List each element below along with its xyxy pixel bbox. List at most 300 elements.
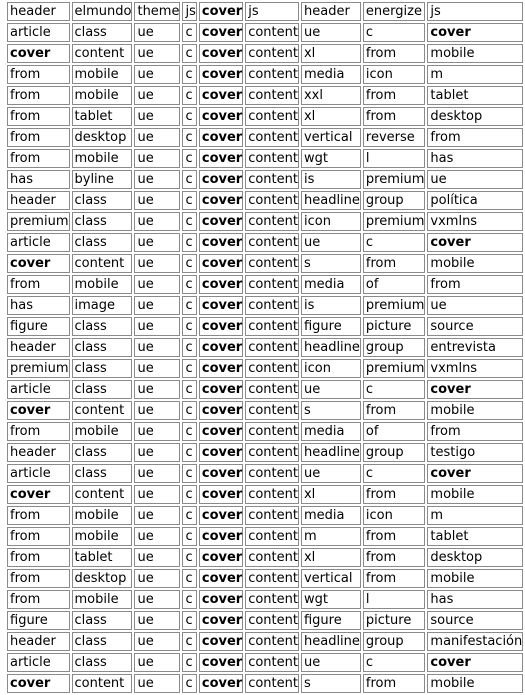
table-cell: ue: [134, 275, 180, 294]
table-cell: has: [427, 590, 523, 609]
table-cell: vertical: [301, 128, 361, 147]
table-cell: ue: [134, 422, 180, 441]
table-cell: picture: [363, 611, 426, 630]
table-cell: from: [7, 527, 70, 546]
table-cell: ue: [134, 128, 180, 147]
table-cell: header: [7, 632, 70, 651]
table-cell: premium: [7, 359, 70, 378]
table-cell: c: [182, 422, 196, 441]
table-cell: c: [182, 44, 196, 63]
table-cell: from: [7, 548, 70, 567]
table-row: [7, 170, 523, 189]
table-cell: mobile: [72, 65, 133, 84]
table-cell: cover: [199, 338, 243, 357]
table-cell: from: [7, 149, 70, 168]
table-cell: c: [182, 170, 196, 189]
table-cell: ue: [134, 569, 180, 588]
table-cell: ue: [134, 359, 180, 378]
table-cell: from: [7, 86, 70, 105]
table-cell: ue: [134, 65, 180, 84]
table-cell: tablet: [427, 86, 523, 105]
table-cell: content: [72, 44, 133, 63]
table-cell: from: [363, 569, 426, 588]
table-row: [7, 191, 523, 210]
table-cell: m: [427, 506, 523, 525]
table-row: [7, 443, 523, 462]
table-cell: m: [427, 65, 523, 84]
table-cell: tablet: [72, 107, 133, 126]
table-cell: cover: [427, 23, 523, 42]
table-cell: cover: [199, 611, 243, 630]
table-cell: xxl: [301, 86, 361, 105]
table-cell: of: [363, 275, 426, 294]
table-cell: class: [72, 632, 133, 651]
table-cell: premium: [7, 212, 70, 231]
table-cell: ue: [134, 401, 180, 420]
table-cell: headline: [301, 632, 361, 651]
table-cell: tablet: [427, 527, 523, 546]
word-grid-table: [5, 0, 525, 695]
table-cell: cover: [199, 317, 243, 336]
table-cell: cover: [199, 674, 243, 693]
table-cell: c: [182, 674, 196, 693]
table-cell: cover: [199, 296, 243, 315]
table-cell: from: [363, 485, 426, 504]
table-cell: c: [182, 275, 196, 294]
table-cell: ue: [134, 212, 180, 231]
table-cell: xl: [301, 485, 361, 504]
table-cell: testigo: [427, 443, 523, 462]
table-cell: theme: [134, 2, 180, 21]
table-cell: class: [72, 338, 133, 357]
table-cell: of: [363, 422, 426, 441]
table-cell: c: [182, 653, 196, 672]
table-cell: content: [245, 212, 299, 231]
table-cell: c: [363, 233, 426, 252]
table-row: [7, 632, 523, 651]
table-cell: content: [245, 464, 299, 483]
table-cell: c: [182, 65, 196, 84]
table-cell: ue: [134, 548, 180, 567]
table-cell: wgt: [301, 590, 361, 609]
table-cell: content: [245, 443, 299, 462]
table-cell: class: [72, 191, 133, 210]
table-cell: content: [245, 401, 299, 420]
table-cell: reverse: [363, 128, 426, 147]
table-cell: mobile: [427, 401, 523, 420]
table-cell: is: [301, 170, 361, 189]
table-cell: cover: [199, 443, 243, 462]
table-cell: elmundo: [72, 2, 133, 21]
table-cell: class: [72, 23, 133, 42]
table-cell: media: [301, 422, 361, 441]
table-cell: content: [245, 128, 299, 147]
table-cell: has: [7, 296, 70, 315]
table-cell: cover: [199, 548, 243, 567]
table-cell: c: [182, 590, 196, 609]
table-cell: from: [7, 422, 70, 441]
table-cell: cover: [199, 212, 243, 231]
table-cell: mobile: [72, 527, 133, 546]
table-cell: content: [245, 296, 299, 315]
table-cell: class: [72, 443, 133, 462]
table-cell: c: [182, 107, 196, 126]
table-cell: xl: [301, 548, 361, 567]
table-cell: vertical: [301, 569, 361, 588]
table-cell: c: [182, 296, 196, 315]
table-cell: from: [427, 422, 523, 441]
table-cell: c: [182, 548, 196, 567]
table-cell: content: [245, 338, 299, 357]
table-cell: has: [7, 170, 70, 189]
table-cell: ue: [134, 485, 180, 504]
table-row: [7, 23, 523, 42]
table-cell: content: [245, 65, 299, 84]
table-cell: group: [363, 338, 426, 357]
table-cell: media: [301, 65, 361, 84]
table-cell: media: [301, 275, 361, 294]
table-cell: content: [245, 632, 299, 651]
table-row: [7, 233, 523, 252]
table-cell: desktop: [72, 569, 133, 588]
table-cell: mobile: [72, 86, 133, 105]
table-cell: c: [182, 611, 196, 630]
table-cell: s: [301, 401, 361, 420]
table-cell: content: [245, 44, 299, 63]
table-cell: xl: [301, 107, 361, 126]
table-cell: header: [7, 443, 70, 462]
table-cell: c: [182, 86, 196, 105]
table-cell: cover: [199, 401, 243, 420]
table-cell: content: [245, 359, 299, 378]
table-row: [7, 359, 523, 378]
table-cell: ue: [134, 590, 180, 609]
table-cell: xl: [301, 44, 361, 63]
table-cell: c: [182, 191, 196, 210]
table-cell: from: [363, 527, 426, 546]
table-cell: tablet: [72, 548, 133, 567]
table-row: [7, 338, 523, 357]
table-cell: ue: [134, 44, 180, 63]
table-cell: has: [427, 149, 523, 168]
table-cell: c: [363, 653, 426, 672]
table-cell: s: [301, 674, 361, 693]
table-cell: ue: [134, 149, 180, 168]
table-cell: premium: [363, 359, 426, 378]
table-cell: entrevista: [427, 338, 523, 357]
table-cell: ue: [134, 653, 180, 672]
table-cell: class: [72, 212, 133, 231]
table-cell: class: [72, 464, 133, 483]
table-cell: l: [363, 149, 426, 168]
table-cell: from: [363, 107, 426, 126]
table-cell: figure: [7, 611, 70, 630]
table-cell: class: [72, 380, 133, 399]
table-cell: content: [72, 401, 133, 420]
table-cell: from: [7, 107, 70, 126]
table-cell: cover: [7, 674, 70, 693]
table-cell: c: [182, 380, 196, 399]
table-cell: class: [72, 233, 133, 252]
table-cell: cover: [7, 44, 70, 63]
table-cell: ue: [134, 170, 180, 189]
table-cell: headline: [301, 443, 361, 462]
table-cell: desktop: [427, 548, 523, 567]
table-cell: cover: [199, 23, 243, 42]
table-cell: content: [245, 506, 299, 525]
table-cell: cover: [199, 653, 243, 672]
table-row: [7, 485, 523, 504]
table-cell: article: [7, 380, 70, 399]
table-cell: ue: [134, 443, 180, 462]
table-cell: s: [301, 254, 361, 273]
table-cell: ue: [134, 632, 180, 651]
table-cell: ue: [301, 464, 361, 483]
table-cell: from: [7, 128, 70, 147]
table-cell: energize: [363, 2, 426, 21]
table-cell: from: [363, 86, 426, 105]
table-cell: ue: [134, 23, 180, 42]
table-row: [7, 275, 523, 294]
table-cell: group: [363, 191, 426, 210]
table-cell: js: [427, 2, 523, 21]
table-cell: content: [72, 674, 133, 693]
table-cell: ue: [134, 254, 180, 273]
table-cell: figure: [7, 317, 70, 336]
table-cell: c: [182, 443, 196, 462]
table-cell: c: [363, 380, 426, 399]
table-row: [7, 65, 523, 84]
table-cell: from: [7, 569, 70, 588]
table-cell: ue: [134, 317, 180, 336]
table-cell: byline: [72, 170, 133, 189]
table-cell: figure: [301, 317, 361, 336]
table-cell: premium: [363, 170, 426, 189]
table-cell: cover: [199, 275, 243, 294]
table-cell: picture: [363, 317, 426, 336]
table-cell: mobile: [72, 422, 133, 441]
word-grid-body: [7, 2, 523, 693]
table-cell: from: [363, 548, 426, 567]
table-cell: headline: [301, 338, 361, 357]
table-cell: js: [182, 2, 196, 21]
table-cell: content: [245, 170, 299, 189]
table-cell: content: [245, 611, 299, 630]
table-cell: manifestación: [427, 632, 523, 651]
table-cell: content: [245, 23, 299, 42]
table-row: [7, 149, 523, 168]
table-cell: vxmlns: [427, 212, 523, 231]
table-cell: c: [182, 569, 196, 588]
table-cell: content: [245, 674, 299, 693]
table-cell: article: [7, 233, 70, 252]
table-cell: cover: [199, 107, 243, 126]
table-cell: mobile: [427, 485, 523, 504]
table-cell: source: [427, 611, 523, 630]
table-cell: is: [301, 296, 361, 315]
table-cell: ue: [134, 464, 180, 483]
table-cell: source: [427, 317, 523, 336]
table-cell: ue: [301, 23, 361, 42]
table-cell: desktop: [72, 128, 133, 147]
table-cell: cover: [427, 380, 523, 399]
table-cell: ue: [427, 296, 523, 315]
table-row: [7, 128, 523, 147]
table-cell: figure: [301, 611, 361, 630]
table-cell: content: [245, 569, 299, 588]
table-cell: cover: [199, 359, 243, 378]
table-cell: ue: [134, 611, 180, 630]
table-cell: cover: [7, 401, 70, 420]
table-cell: mobile: [72, 149, 133, 168]
table-row: [7, 2, 523, 21]
table-cell: image: [72, 296, 133, 315]
table-cell: content: [245, 653, 299, 672]
table-cell: cover: [199, 191, 243, 210]
table-cell: article: [7, 653, 70, 672]
table-cell: c: [363, 464, 426, 483]
table-cell: ue: [134, 233, 180, 252]
table-cell: from: [427, 128, 523, 147]
table-cell: content: [245, 317, 299, 336]
table-cell: c: [182, 401, 196, 420]
table-cell: class: [72, 611, 133, 630]
table-cell: content: [245, 275, 299, 294]
table-cell: cover: [199, 632, 243, 651]
table-cell: content: [245, 380, 299, 399]
table-cell: c: [363, 23, 426, 42]
table-cell: header: [301, 2, 361, 21]
table-cell: group: [363, 443, 426, 462]
table-row: [7, 569, 523, 588]
table-cell: cover: [199, 44, 243, 63]
table-cell: content: [245, 233, 299, 252]
table-cell: mobile: [427, 254, 523, 273]
table-cell: js: [245, 2, 299, 21]
table-cell: c: [182, 23, 196, 42]
table-cell: content: [72, 254, 133, 273]
table-cell: ue: [134, 338, 180, 357]
table-cell: ue: [134, 506, 180, 525]
table-cell: from: [7, 275, 70, 294]
table-cell: from: [7, 65, 70, 84]
table-cell: class: [72, 653, 133, 672]
table-cell: cover: [427, 653, 523, 672]
table-cell: mobile: [427, 44, 523, 63]
table-cell: content: [245, 422, 299, 441]
table-cell: c: [182, 128, 196, 147]
table-cell: content: [245, 86, 299, 105]
table-cell: icon: [363, 506, 426, 525]
table-cell: from: [7, 590, 70, 609]
table-cell: icon: [363, 65, 426, 84]
table-cell: premium: [363, 212, 426, 231]
table-row: [7, 44, 523, 63]
table-row: [7, 548, 523, 567]
table-cell: c: [182, 485, 196, 504]
table-cell: content: [72, 485, 133, 504]
table-row: [7, 380, 523, 399]
table-cell: cover: [199, 380, 243, 399]
table-cell: c: [182, 212, 196, 231]
table-row: [7, 317, 523, 336]
table-cell: cover: [199, 527, 243, 546]
table-cell: c: [182, 233, 196, 252]
table-cell: desktop: [427, 107, 523, 126]
table-row: [7, 107, 523, 126]
table-cell: content: [245, 149, 299, 168]
table-cell: c: [182, 359, 196, 378]
table-cell: ue: [134, 296, 180, 315]
table-cell: mobile: [72, 590, 133, 609]
table-row: [7, 611, 523, 630]
table-cell: cover: [199, 485, 243, 504]
table-row: [7, 527, 523, 546]
table-cell: header: [7, 191, 70, 210]
table-cell: content: [245, 191, 299, 210]
table-cell: headline: [301, 191, 361, 210]
table-cell: c: [182, 527, 196, 546]
table-cell: class: [72, 317, 133, 336]
table-cell: mobile: [427, 569, 523, 588]
table-cell: from: [427, 275, 523, 294]
table-row: [7, 464, 523, 483]
table-cell: content: [245, 254, 299, 273]
table-cell: from: [363, 254, 426, 273]
table-cell: ue: [301, 380, 361, 399]
table-cell: group: [363, 632, 426, 651]
table-cell: m: [301, 527, 361, 546]
table-cell: icon: [301, 212, 361, 231]
table-cell: from: [363, 674, 426, 693]
table-cell: premium: [363, 296, 426, 315]
table-cell: ue: [301, 233, 361, 252]
table-cell: mobile: [72, 506, 133, 525]
table-cell: cover: [199, 506, 243, 525]
table-cell: cover: [199, 569, 243, 588]
table-cell: wgt: [301, 149, 361, 168]
table-cell: from: [363, 401, 426, 420]
table-cell: cover: [199, 590, 243, 609]
table-cell: cover: [199, 254, 243, 273]
table-cell: ue: [134, 191, 180, 210]
table-cell: class: [72, 359, 133, 378]
table-cell: header: [7, 338, 70, 357]
table-cell: content: [245, 548, 299, 567]
table-cell: from: [363, 44, 426, 63]
table-cell: cover: [199, 149, 243, 168]
table-cell: c: [182, 506, 196, 525]
table-cell: c: [182, 464, 196, 483]
table-cell: ue: [301, 653, 361, 672]
table-row: [7, 212, 523, 231]
table-cell: cover: [199, 464, 243, 483]
table-cell: cover: [199, 65, 243, 84]
table-row: [7, 86, 523, 105]
table-cell: c: [182, 338, 196, 357]
table-row: [7, 401, 523, 420]
table-cell: content: [245, 590, 299, 609]
table-row: [7, 653, 523, 672]
table-cell: cover: [199, 2, 243, 21]
table-cell: content: [245, 107, 299, 126]
table-cell: content: [245, 527, 299, 546]
table-cell: c: [182, 254, 196, 273]
table-cell: ue: [134, 86, 180, 105]
table-cell: cover: [7, 485, 70, 504]
table-cell: política: [427, 191, 523, 210]
table-cell: l: [363, 590, 426, 609]
